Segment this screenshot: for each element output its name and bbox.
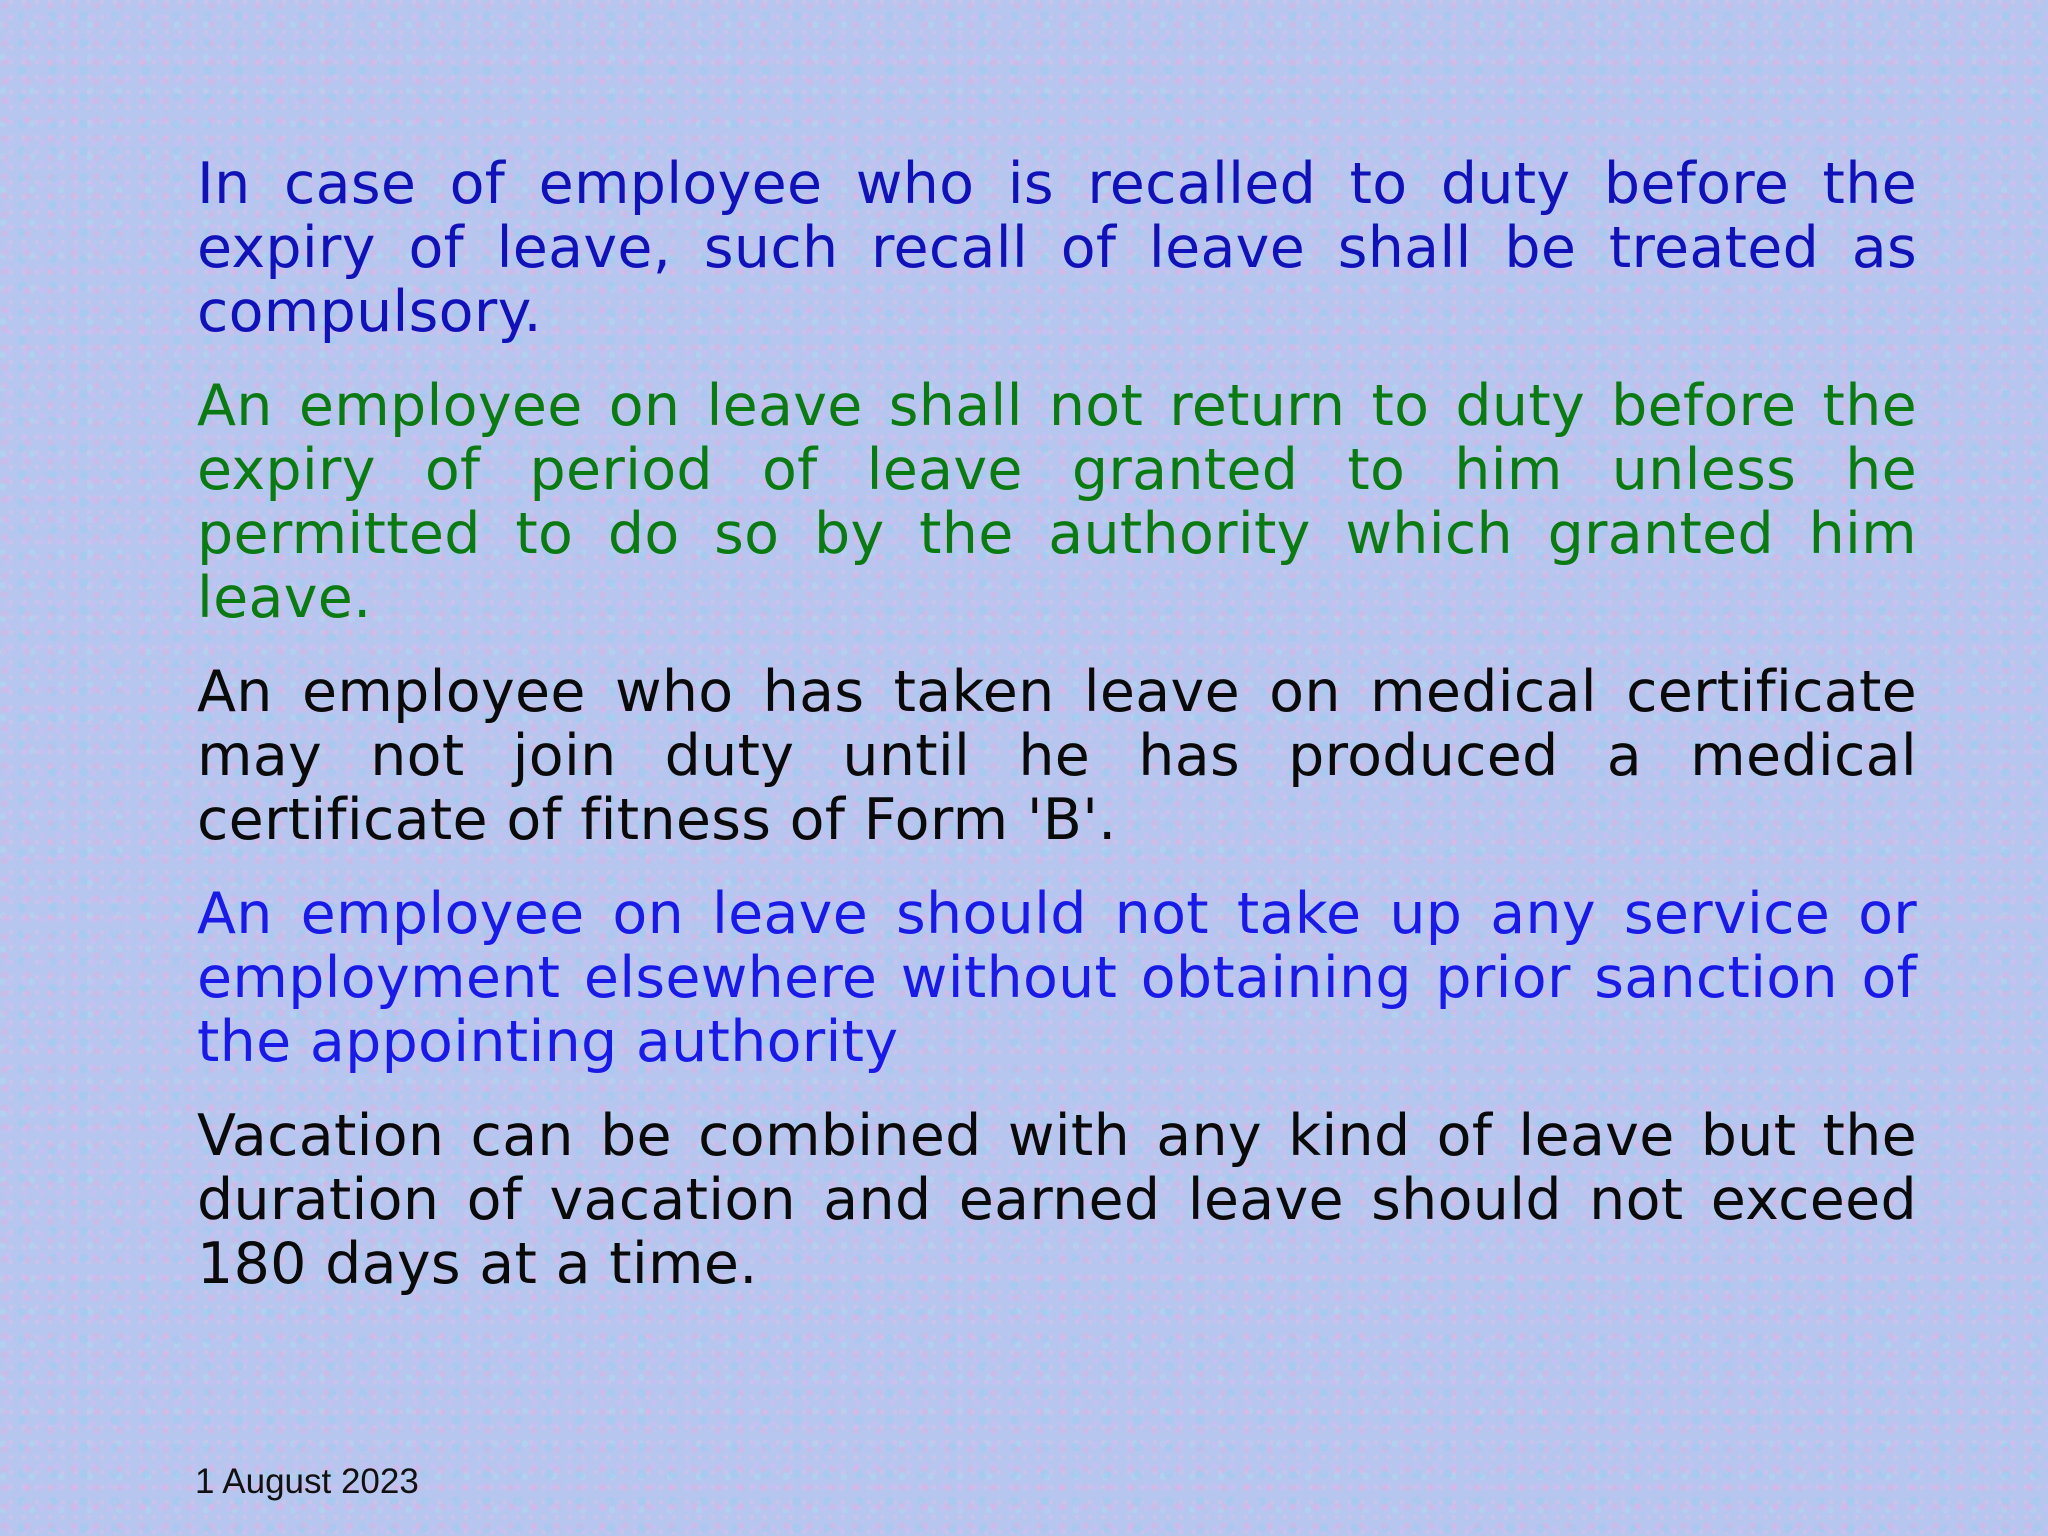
paragraph-recall-to-duty: In case of employee who is recalled to duty before the expiry of leave, such recall of leave shall be treated as compulsory. <box>197 151 1917 345</box>
paragraph-medical-certificate: An employee who has taken leave on medical certificate may not join duty until he has produced a medical certificate of fitness of Form 'B'. <box>197 659 1917 853</box>
paragraph-vacation-combination: Vacation can be combined with any kind of leave but the duration of vacation and earned leave should not exceed 180 days at a time. <box>197 1103 1917 1297</box>
slide-body <box>197 152 1917 1326</box>
paragraph-other-employment: An employee on leave should not take up any service or employment elsewhere without obtaining prior sanction of the appointing authority <box>197 881 1917 1075</box>
footer-date: 1 August 2023 <box>195 1462 419 1501</box>
paragraph-return-before-expiry: An employee on leave shall not return to duty before the expiry of period of leave granted to him unless he permitted to do so by the authority which granted him leave. <box>197 373 1917 631</box>
